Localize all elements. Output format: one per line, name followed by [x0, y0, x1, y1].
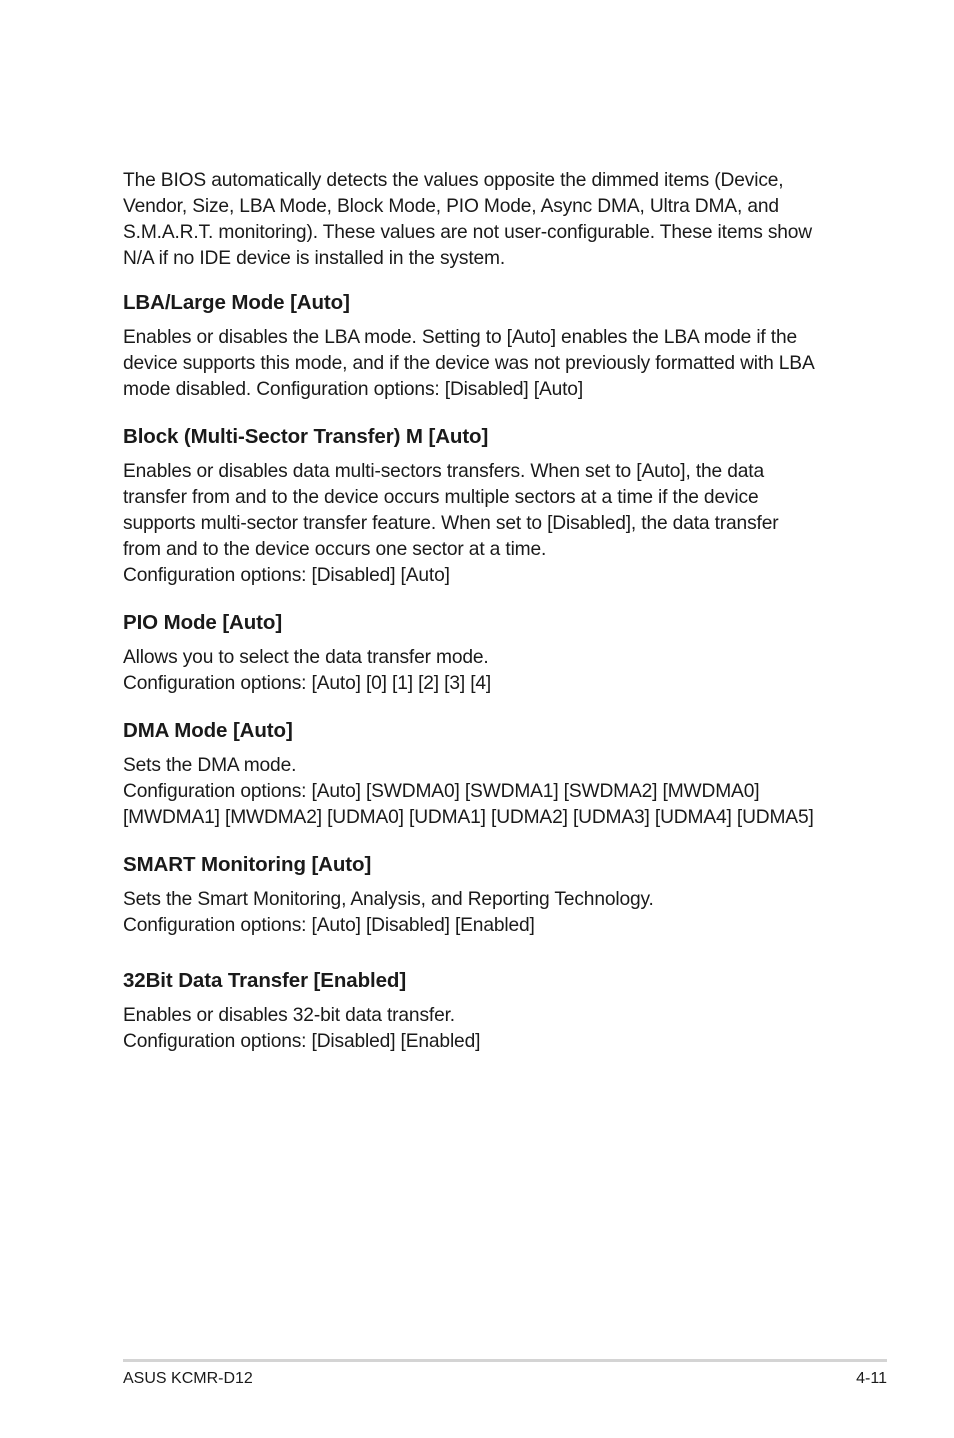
body-line: Allows you to select the data transfer mode.	[123, 647, 489, 668]
body-line: from and to the device occurs one sector at a time.	[123, 539, 547, 560]
section-pio-mode	[123, 610, 863, 697]
intro-line: Vendor, Size, LBA Mode, Block Mode, PIO Mode, Async DMA, Ultra DMA, and	[123, 196, 779, 217]
section-heading: 32Bit Data Transfer [Enabled]	[123, 969, 407, 992]
footer-product-name: ASUS KCMR-D12	[123, 1370, 253, 1387]
body-line: Configuration options: [Disabled] [Enabled]	[123, 1031, 481, 1052]
intro-line: S.M.A.R.T. monitoring). These values are not user-configurable. These items show	[123, 222, 813, 243]
body-line: Enables or disables the LBA mode. Setting to [Auto] enables the LBA mode if the	[123, 327, 798, 348]
section-dma-mode	[123, 718, 863, 831]
section-body	[123, 1003, 863, 1055]
section-block-mode	[123, 424, 863, 589]
intro-paragraph	[123, 168, 863, 272]
body-line: Enables or disables data multi-sectors transfers. When set to [Auto], the data	[123, 461, 765, 482]
body-line: Configuration options: [Auto] [0] [1] [2] [3] [4]	[123, 673, 492, 694]
section-body	[123, 459, 863, 589]
section-heading: Block (Multi-Sector Transfer) M [Auto]	[123, 425, 489, 448]
body-line: Configuration options: [Auto] [Disabled] [Enabled]	[123, 915, 535, 936]
section-body	[123, 645, 863, 697]
section-lba-large-mode	[123, 290, 863, 403]
body-line: Sets the Smart Monitoring, Analysis, and Reporting Technology.	[123, 889, 654, 910]
body-line: transfer from and to the device occurs multiple sectors at a time if the device	[123, 487, 759, 508]
section-heading: LBA/Large Mode [Auto]	[123, 291, 350, 314]
section-body	[123, 887, 863, 939]
footer-page-number: 4-11	[856, 1370, 887, 1387]
body-line: Sets the DMA mode.	[123, 755, 297, 776]
body-line: Enables or disables 32-bit data transfer.	[123, 1005, 455, 1026]
footer-divider	[123, 1359, 887, 1362]
body-line: device supports this mode, and if the device was not previously formatted with LBA	[123, 353, 815, 374]
section-heading: PIO Mode [Auto]	[123, 611, 283, 634]
intro-line: The BIOS automatically detects the values opposite the dimmed items (Device,	[123, 170, 784, 191]
section-body	[123, 325, 863, 403]
section-smart-monitoring	[123, 852, 863, 939]
body-line: [MWDMA1] [MWDMA2] [UDMA0] [UDMA1] [UDMA2] [UDMA3] [UDMA4] [UDMA5]	[123, 807, 814, 828]
body-line: supports multi-sector transfer feature. When set to [Disabled], the data transfer	[123, 513, 779, 534]
section-heading: SMART Monitoring [Auto]	[123, 853, 372, 876]
section-body	[123, 753, 863, 831]
body-line: Configuration options: [Auto] [SWDMA0] [SWDMA1] [SWDMA2] [MWDMA0]	[123, 781, 760, 802]
section-heading: DMA Mode [Auto]	[123, 719, 293, 742]
body-line: mode disabled. Configuration options: [Disabled] [Auto]	[123, 379, 583, 400]
intro-line: N/A if no IDE device is installed in the system.	[123, 248, 506, 269]
body-line: Configuration options: [Disabled] [Auto]	[123, 565, 450, 586]
section-32bit-data-transfer	[123, 968, 863, 1055]
document-body	[123, 168, 863, 1055]
